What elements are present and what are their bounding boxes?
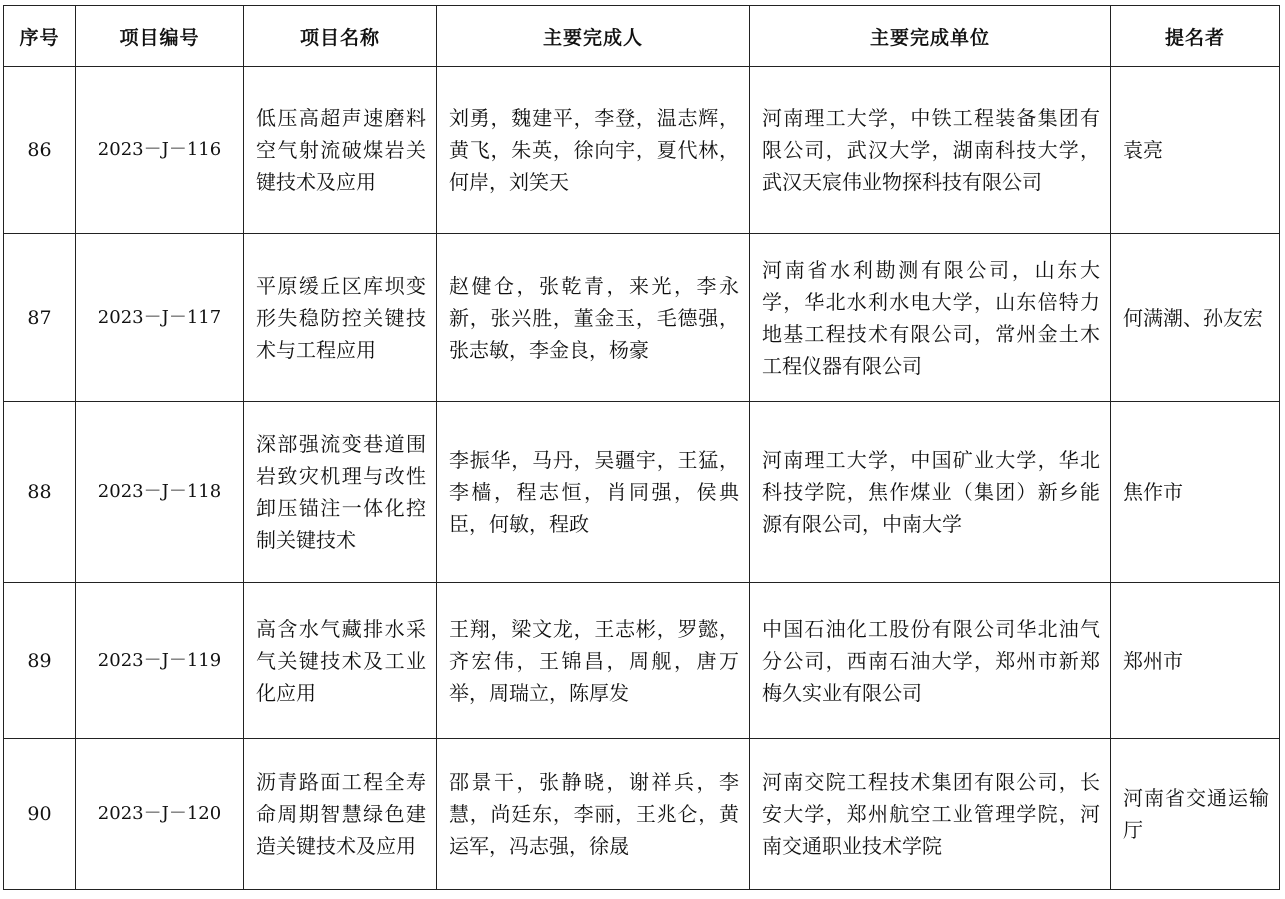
header-seq: 序号 — [4, 6, 76, 67]
cell-people: 李振华，马丹，吴疆宇，王猛，李樯，程志恒，肖同强，侯典臣，何敏，程政 — [437, 402, 750, 583]
cell-units: 河南理工大学，中国矿业大学，华北科技学院，焦作煤业（集团）新乡能源有限公司，中南大学 — [750, 402, 1111, 583]
table-row — [4, 583, 1280, 739]
header-name: 项目名称 — [244, 6, 437, 67]
cell-units: 河南理工大学，中铁工程装备集团有限公司，武汉大学，湖南科技大学，武汉天宸伟业物探科技有限公司 — [750, 67, 1111, 234]
cell-name: 低压高超声速磨料空气射流破煤岩关键技术及应用 — [244, 67, 437, 234]
cell-units: 河南交院工程技术集团有限公司，长安大学，郑州航空工业管理学院，河南交通职业技术学院 — [750, 739, 1111, 890]
cell-nominator: 河南省交通运输厅 — [1111, 739, 1280, 890]
cell-seq: 88 — [4, 402, 76, 583]
cell-nominator: 袁亮 — [1111, 67, 1280, 234]
table-row — [4, 67, 1280, 234]
cell-name: 高含水气藏排水采气关键技术及工业化应用 — [244, 583, 437, 739]
cell-nominator: 郑州市 — [1111, 583, 1280, 739]
project-table — [3, 5, 1280, 890]
cell-people: 王翔，梁文龙，王志彬，罗懿，齐宏伟，王锦昌，周舰，唐万举，周瑞立，陈厚发 — [437, 583, 750, 739]
cell-code: 2023－J－120 — [76, 739, 244, 890]
cell-code: 2023－J－119 — [76, 583, 244, 739]
cell-nominator: 何满潮、孙友宏 — [1111, 234, 1280, 402]
header-code: 项目编号 — [76, 6, 244, 67]
cell-code: 2023－J－116 — [76, 67, 244, 234]
cell-nominator: 焦作市 — [1111, 402, 1280, 583]
header-people: 主要完成人 — [437, 6, 750, 67]
cell-units: 中国石油化工股份有限公司华北油气分公司，西南石油大学，郑州市新郑梅久实业有限公司 — [750, 583, 1111, 739]
header-nominator: 提名者 — [1111, 6, 1280, 67]
cell-people: 刘勇，魏建平，李登，温志辉，黄飞，朱英，徐向宇，夏代林，何岸，刘笑天 — [437, 67, 750, 234]
cell-seq: 89 — [4, 583, 76, 739]
cell-seq: 87 — [4, 234, 76, 402]
cell-seq: 86 — [4, 67, 76, 234]
cell-people: 邵景干，张静晓，谢祥兵，李慧，尚廷东，李丽，王兆仑，黄运军，冯志强，徐晟 — [437, 739, 750, 890]
cell-code: 2023－J－118 — [76, 402, 244, 583]
cell-name: 深部强流变巷道围岩致灾机理与改性卸压锚注一体化控制关键技术 — [244, 402, 437, 583]
cell-code: 2023－J－117 — [76, 234, 244, 402]
header-units: 主要完成单位 — [750, 6, 1111, 67]
table-row — [4, 739, 1280, 890]
cell-units: 河南省水利勘测有限公司，山东大学，华北水利水电大学，山东倍特力地基工程技术有限公司，常州金土木工程仪器有限公司 — [750, 234, 1111, 402]
cell-seq: 90 — [4, 739, 76, 890]
header-row — [4, 6, 1280, 67]
cell-people: 赵健仓，张乾青，来光，李永新，张兴胜，董金玉，毛德强，张志敏，李金良，杨豪 — [437, 234, 750, 402]
cell-name: 沥青路面工程全寿命周期智慧绿色建造关键技术及应用 — [244, 739, 437, 890]
table-row — [4, 402, 1280, 583]
cell-name: 平原缓丘区库坝变形失稳防控关键技术与工程应用 — [244, 234, 437, 402]
table-row — [4, 234, 1280, 402]
